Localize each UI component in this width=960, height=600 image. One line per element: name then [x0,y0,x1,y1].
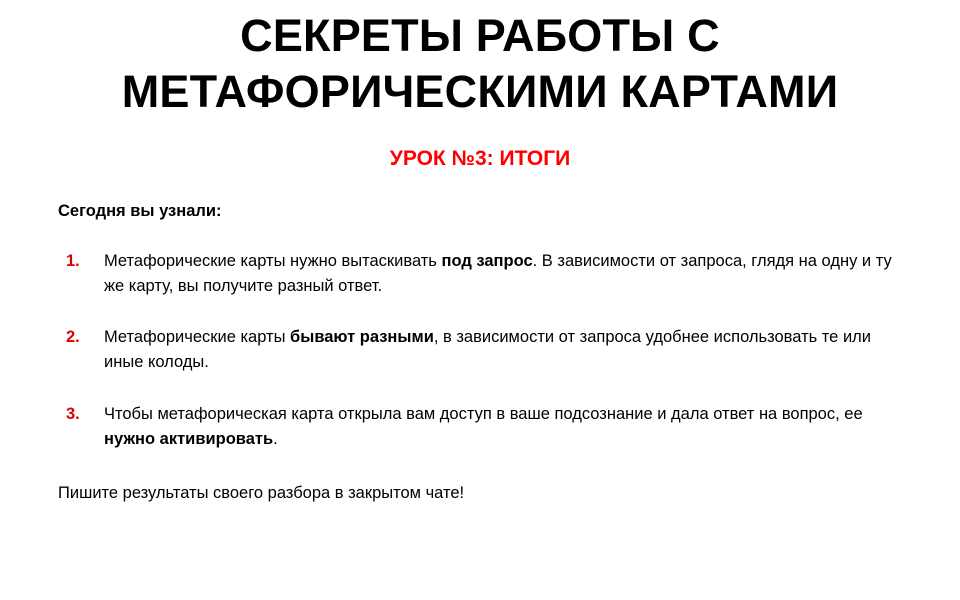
list-item-text [104,402,904,452]
list-item-text-bold: нужно активировать [104,430,274,448]
lesson-subtitle: УРОК №3: ИТОГИ [389,147,571,170]
closing-text: Пишите результаты своего разбора в закрытом чате! [58,484,465,502]
slide-title-line-2: МЕТАФОРИЧЕСКИМИ КАРТАМИ [121,66,839,117]
list-item-text-after: , в зависимости от запроса удобнее использовать те или иные колоды. [104,328,872,371]
list-item-text-before: Чтобы метафорическая карта открыла вам доступ в ваше подсознание и дала ответ на вопрос, ее [104,405,863,423]
list-item-text-after: . [273,430,278,448]
slide-title [40,8,920,120]
list-item-text-after: . В зависимости от запроса, глядя на одну и ту же карту, вы получите разный ответ. [104,252,892,295]
list-item-text [104,325,904,375]
list-item-number: 1. [66,252,80,270]
list-item-text-bold: бывают разными [290,328,434,346]
list-item-text-before: Метафорические карты нужно вытаскивать [104,252,442,270]
list-item-number: 3. [66,405,80,423]
slide-title-line-1: СЕКРЕТЫ РАБОТЫ С [240,10,720,61]
list-item-text-bold: под запрос [441,252,533,270]
list-item-text-before: Метафорические карты [104,328,291,346]
list-item-number: 2. [66,328,80,346]
intro-text: Сегодня вы узнали: [58,202,222,220]
list-item-text [104,249,904,299]
